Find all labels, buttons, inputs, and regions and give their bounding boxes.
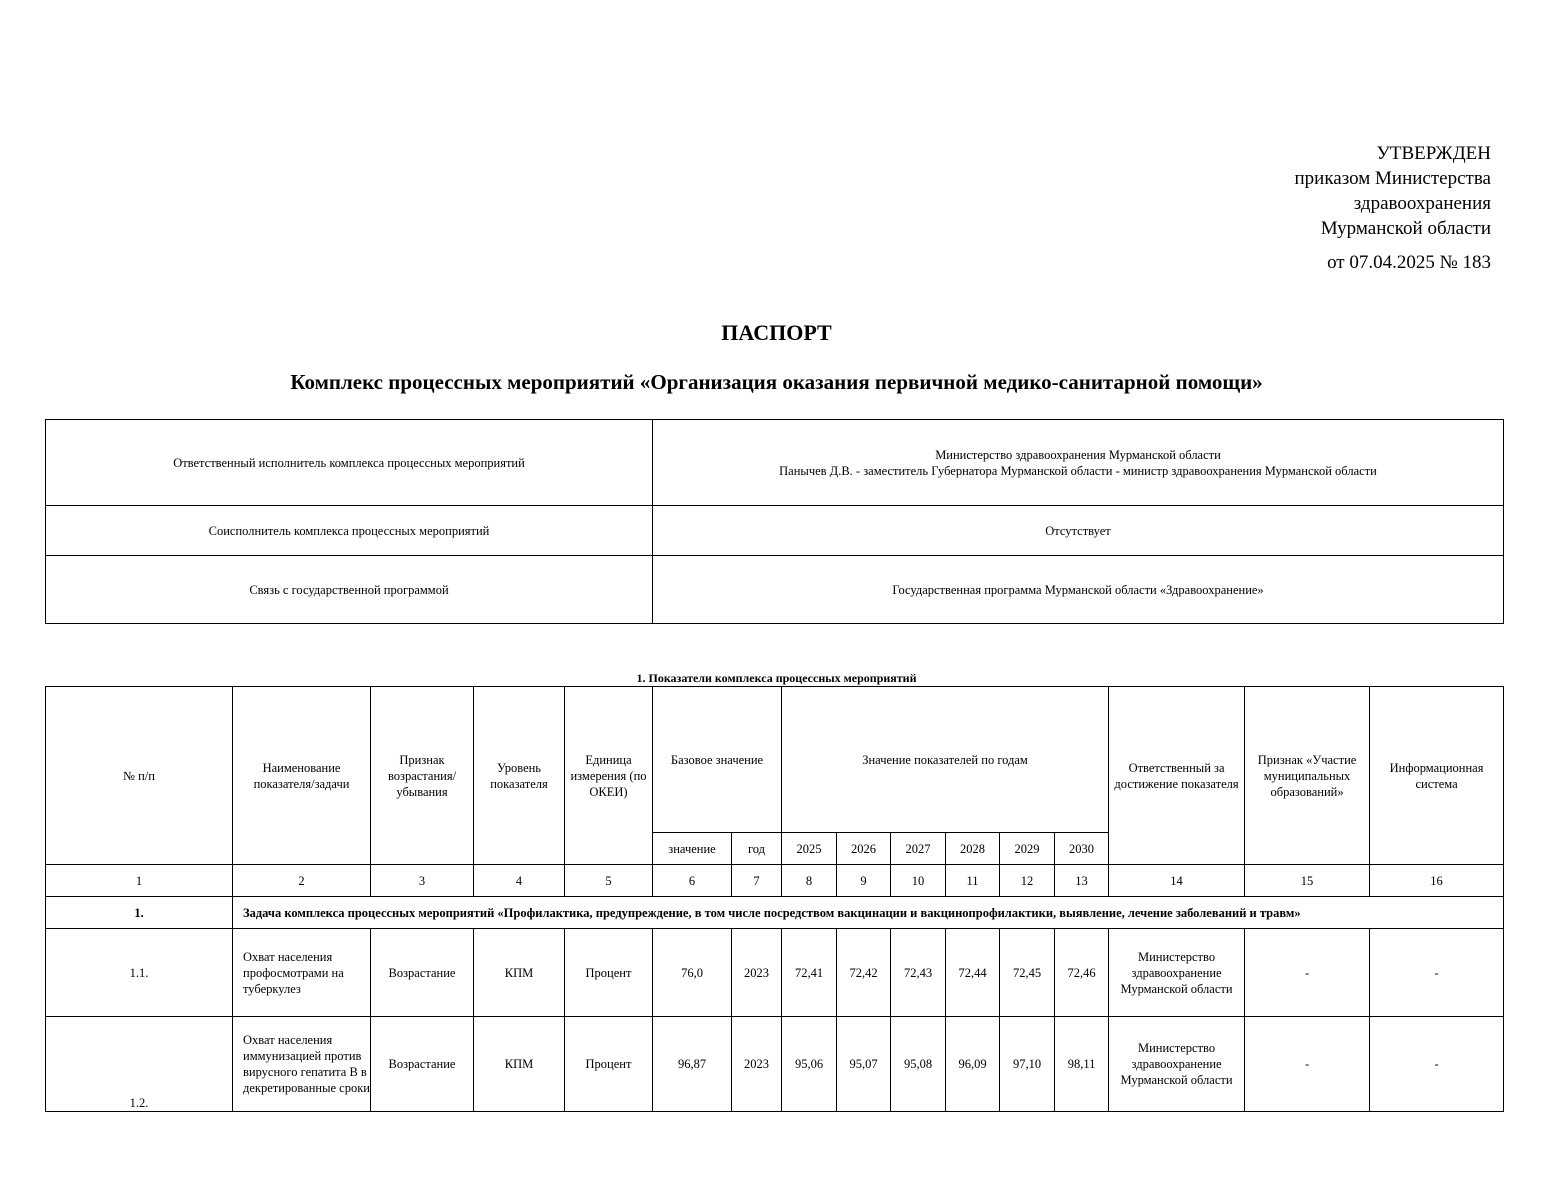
row-value: 72,44 [946,929,1000,1017]
info-row-program [46,556,1504,624]
row-unit: Процент [565,929,653,1017]
task-num: 1. [46,897,233,929]
column-number: 1 [46,865,233,897]
task-text: Задача комплекса процессных мероприятий «Профилактика, предупреждение, в том числе посредством вакцинации и вакцинопрофилактики, выявление, лечение заболеваний и травм» [233,897,1504,929]
row-infosys: - [1370,1017,1504,1112]
row-base-year: 2023 [732,929,782,1017]
approval-date: от 07.04.2025 № 183 [1327,252,1491,273]
info-row-coexecutor [46,506,1504,556]
row-base-value: 96,87 [653,1017,732,1112]
responsible-label: Ответственный исполнитель комплекса процессных мероприятий [46,420,653,506]
header-unit: Единица измерения (по ОКЕИ) [565,687,653,865]
row-value: 95,07 [837,1017,891,1112]
column-number: 14 [1109,865,1245,897]
row-value: 96,09 [946,1017,1000,1112]
document-title: ПАСПОРТ [721,320,832,345]
row-infosys: - [1370,929,1504,1017]
column-number: 11 [946,865,1000,897]
passport-info-table [45,419,1504,624]
row-level: КПМ [474,1017,565,1112]
column-number: 9 [837,865,891,897]
header-responsible: Ответственный за достижение показателя [1109,687,1245,865]
column-number: 10 [891,865,946,897]
approval-line: здравоохранения [1353,193,1491,214]
approval-stamp [1295,141,1491,275]
header-municipal: Признак «Участие муниципальных образований» [1245,687,1370,865]
row-value: 97,10 [1000,1017,1055,1112]
header-sign: Признак возрастания/ убывания [371,687,474,865]
coexecutor-label: Соисполнитель комплекса процессных мероприятий [46,506,653,556]
row-value: 72,42 [837,929,891,1017]
header-level: Уровень показателя [474,687,565,865]
column-number: 16 [1370,865,1504,897]
row-name: Охват населения иммунизацией против вирусного гепатита В в декретированные сроки [233,1017,371,1112]
info-row-responsible [46,420,1504,506]
row-value: 72,46 [1055,929,1109,1017]
responsible-person: Панычев Д.В. - заместитель Губернатора Мурманской области - министр здравоохранения Мурманской области [779,463,1377,478]
column-number: 8 [782,865,837,897]
responsible-ministry: Министерство здравоохранения Мурманской области [935,447,1221,462]
header-row [46,687,1504,833]
header-infosys: Информационная система [1370,687,1504,865]
column-number: 6 [653,865,732,897]
coexecutor-value: Отсутствует [653,506,1504,556]
approval-line: Мурманской области [1320,218,1491,239]
row-num: 1.2. [46,1017,233,1112]
column-number: 3 [371,865,474,897]
program-label: Связь с государственной программой [46,556,653,624]
header-year: 2026 [837,833,891,865]
approval-line: приказом Министерства [1294,168,1491,189]
header-name: Наименование показателя/задачи [233,687,371,865]
section-title: 1. Показатели комплекса процессных мероприятий [636,671,917,685]
header-num: № п/п [46,687,233,865]
header-year: 2029 [1000,833,1055,865]
column-number: 5 [565,865,653,897]
row-municipal: - [1245,1017,1370,1112]
row-responsible: Министерство здравоохранение Мурманской области [1109,929,1245,1017]
header-base-value: значение [653,833,732,865]
approval-line: УТВЕРЖДЕН [1376,143,1491,164]
row-num: 1.1. [46,929,233,1017]
task-row [46,897,1504,929]
row-value: 72,45 [1000,929,1055,1017]
row-value: 72,41 [782,929,837,1017]
row-base-value: 76,0 [653,929,732,1017]
column-number: 2 [233,865,371,897]
responsible-value [653,420,1504,506]
header-year: 2027 [891,833,946,865]
row-value: 72,43 [891,929,946,1017]
row-level: КПМ [474,929,565,1017]
column-number-row [46,865,1504,897]
program-value: Государственная программа Мурманской области «Здравоохранение» [653,556,1504,624]
row-unit: Процент [565,1017,653,1112]
header-base-year: год [732,833,782,865]
table-row [46,1017,1504,1112]
column-number: 4 [474,865,565,897]
row-responsible: Министерство здравоохранение Мурманской области [1109,1017,1245,1112]
row-base-year: 2023 [732,1017,782,1112]
row-sign: Возрастание [371,1017,474,1112]
row-value: 95,06 [782,1017,837,1112]
row-sign: Возрастание [371,929,474,1017]
header-year: 2028 [946,833,1000,865]
row-value: 95,08 [891,1017,946,1112]
column-number: 12 [1000,865,1055,897]
column-number: 7 [732,865,782,897]
table-row [46,929,1504,1017]
header-base: Базовое значение [653,687,782,833]
header-year: 2025 [782,833,837,865]
column-number: 13 [1055,865,1109,897]
document-subtitle: Комплекс процессных мероприятий «Организация оказания первичной медико-санитарной помощи» [290,370,1263,394]
header-by-years: Значение показателей по годам [782,687,1109,833]
row-value: 98,11 [1055,1017,1109,1112]
header-year: 2030 [1055,833,1109,865]
column-number: 15 [1245,865,1370,897]
row-municipal: - [1245,929,1370,1017]
indicators-table [45,686,1504,1112]
row-name: Охват населения профосмотрами на туберкулез [233,929,371,1017]
